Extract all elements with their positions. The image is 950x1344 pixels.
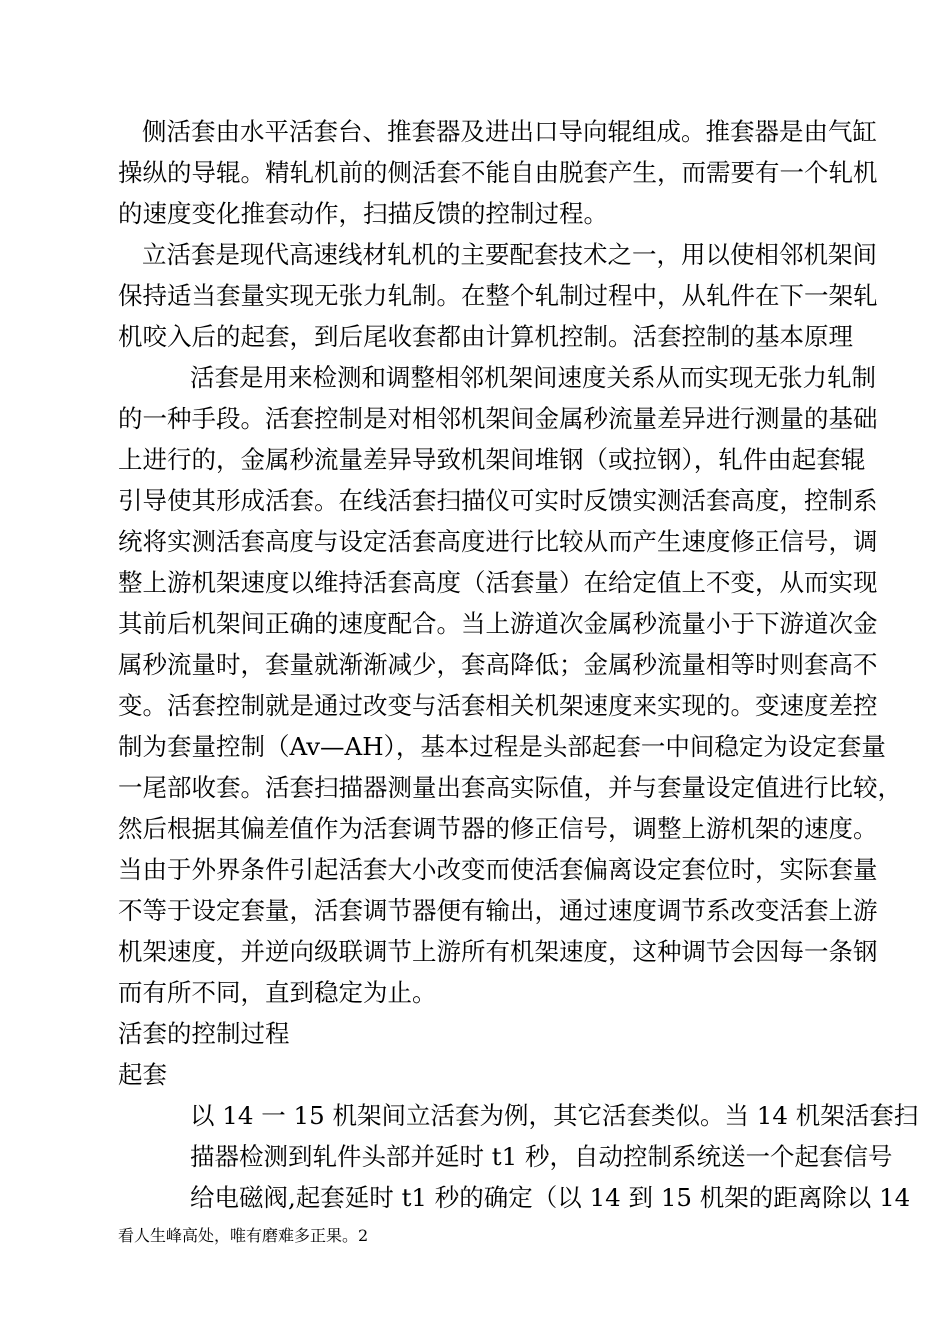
text-line: 其前后机架间正确的速度配合。当上游道次金属秒流量小于下游道次金: [118, 609, 878, 638]
text-line: 不等于设定套量，活套调节器便有输出，通过速度调节系改变活套上游: [118, 896, 878, 925]
text-line: 统将实测活套高度与设定活套高度进行比较从而产生速度修正信号，调: [118, 527, 878, 556]
text-line: 然后根据其偏差值作为活套调节器的修正信号，调整上游机架的速度。: [118, 814, 878, 843]
text-line: 上进行的，金属秒流量差异导致机架间堆钢（或拉钢），轧件由起套辊: [118, 445, 866, 474]
text-line: 引导使其形成活套。在线活套扫描仪可实时反馈实测活套高度，控制系: [118, 486, 878, 515]
page-footer: 看人生峰高处，唯有磨难多正果。2: [118, 1226, 369, 1245]
text-line: 而有所不同，直到稳定为止。: [118, 978, 437, 1007]
text-line: 立活套是现代高速线材轧机的主要配套技术之一，用以使相邻机架间: [142, 240, 877, 269]
text-line: 给电磁阀,起套延时 t1 秒的确定（以 14 到 15 机架的距离除以 14: [190, 1183, 911, 1212]
text-line: 保持适当套量实现无张力轧制。在整个轧制过程中，从轧件在下一架轧: [118, 281, 878, 310]
text-line: 机架速度，并逆向级联调节上游所有机架速度，这种调节会因每一条钢: [118, 937, 878, 966]
text-line: 属秒流量时，套量就渐渐减少，套高降低；金属秒流量相等时则套高不: [118, 650, 878, 679]
text-line: 变。活套控制就是通过改变与活套相关机架速度来实现的。变速度差控: [118, 691, 878, 720]
paragraph-vertical-looper: [118, 234, 878, 357]
text-line: 活套是用来检测和调整相邻机架间速度关系从而实现无张力轧制: [190, 363, 876, 392]
text-line: 的一种手段。活套控制是对相邻机架间金属秒流量差异进行测量的基础: [118, 404, 878, 433]
text-line: 制为套量控制（Av—AH），基本过程是头部起套一中间稳定为设定套量: [118, 732, 886, 761]
text-line: 侧活套由水平活套台、推套器及进出口导向辊组成。推套器是由气缸: [142, 117, 877, 146]
text-line: 整上游机架速度以维持活套高度（活套量）在给定值上不变，从而实现: [118, 568, 878, 597]
text-line: 机咬入后的起套，到后尾收套都由计算机控制。活套控制的基本原理: [118, 322, 853, 351]
paragraph-side-looper: [118, 111, 878, 234]
subsection-heading: 起套: [118, 1060, 167, 1089]
document-body: [118, 111, 919, 1218]
paragraph-looper-principle: [118, 357, 902, 1013]
text-line: 一尾部收套。活套扫描器测量出套高实际值，并与套量设定值进行比较，: [118, 773, 902, 802]
paragraph-looper-start: [118, 1095, 919, 1218]
text-line: 的速度变化推套动作，扫描反馈的控制过程。: [118, 199, 608, 228]
text-line: 描器检测到轧件头部并延时 t1 秒，自动控制系统送一个起套信号: [190, 1142, 893, 1171]
section-heading: 活套的控制过程: [118, 1019, 290, 1048]
text-line: 以 14 一 15 机架间立活套为例，其它活套类似。当 14 机架活套扫: [190, 1101, 919, 1130]
text-line: 操纵的导辊。精轧机前的侧活套不能自由脱套产生，而需要有一个轧机: [118, 158, 878, 187]
text-line: 当由于外界条件引起活套大小改变而使活套偏离设定套位时，实际套量: [118, 855, 878, 884]
